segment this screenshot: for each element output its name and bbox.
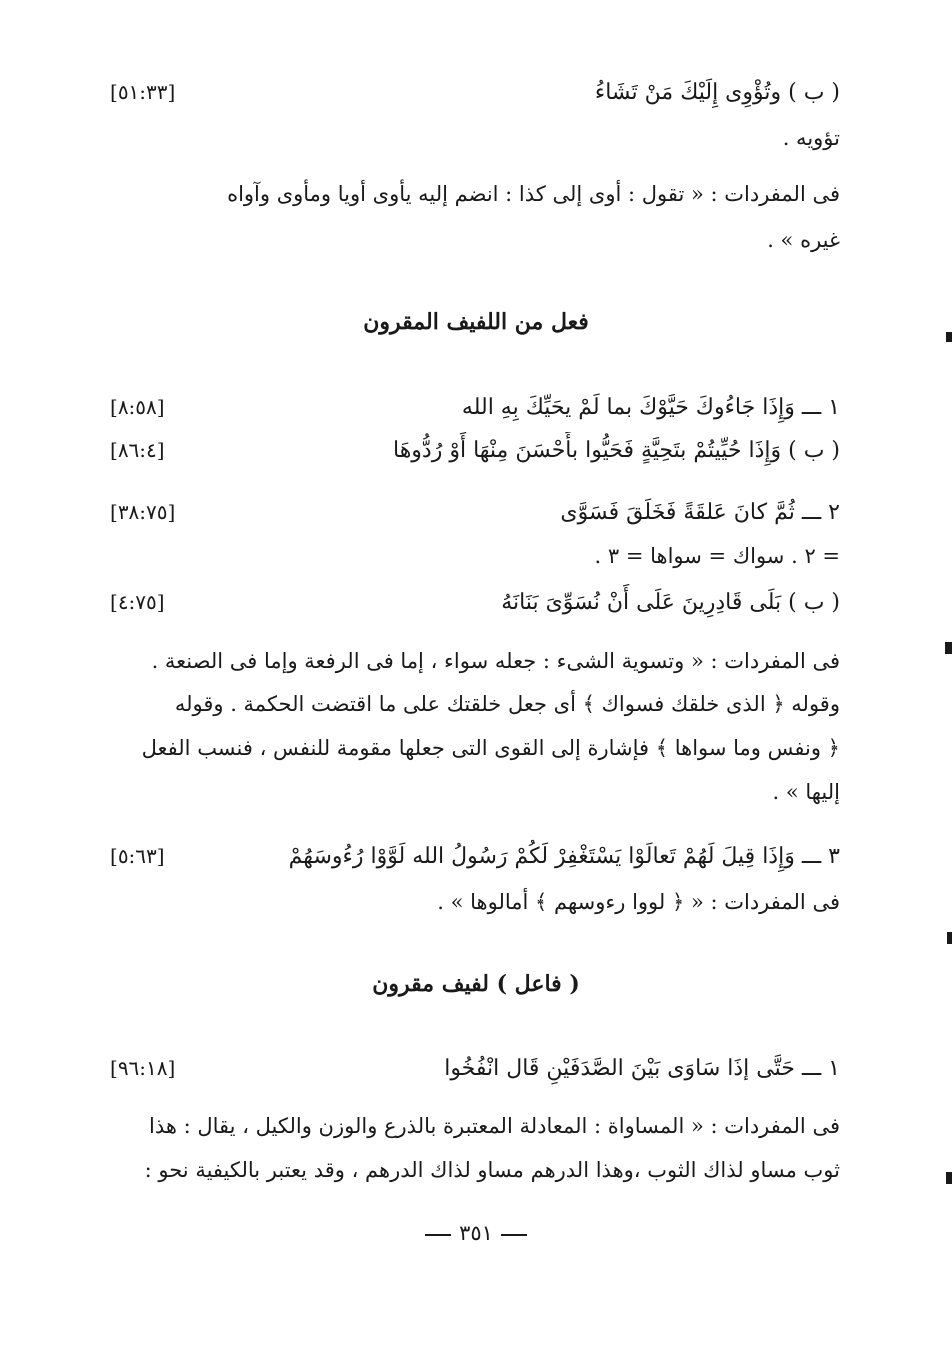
verse-text: ( ب ) بَلَى قَادِرِينَ عَلَى أَنْ نُسَوِّىَ بَنَانَهُ (501, 590, 840, 615)
verse-reference: [٥١:٣٣] (110, 80, 176, 104)
verse-line (110, 74, 840, 111)
paragraph-line: ثوب مساو لذاك الثوب ،وهذا الدرهم مساو لذاك الدرهم ، وقد يعتبر بالكيفية نحو : (144, 1158, 840, 1182)
verse-text: ١ ـــ وَإِذَا جَاءُوكَ حَيَّوْكَ بما لَمْ يحَيِّكَ بِهِ الله (461, 395, 840, 420)
verse-text: ٢ ـــ ثُمَّ كانَ عَلقَةً فَخَلَقَ فَسَوَّى (560, 500, 840, 525)
paragraph-line: فى المفردات : « تقول : أوى إلى كذا : انضم إليه يأوى أويا ومأوى وآواه (227, 182, 840, 206)
paragraph-line: ﴿ ونفس وما سواها ﴾ فإشارة إلى القوى التى جعلها مقومة للنفس ، فنسب الفعل (141, 736, 840, 760)
verse-reference: [٩٦:١٨] (110, 1056, 176, 1080)
page-number (0, 1218, 952, 1248)
scan-edge-mark (947, 932, 952, 944)
verse-line (110, 494, 840, 531)
verse-line (110, 389, 840, 426)
paragraph-line: فى المفردات : « وتسوية الشىء : جعله سواء ، إما فى الرفعة وإما فى الصنعة . (151, 649, 840, 673)
scan-edge-mark (945, 642, 952, 654)
verse-reference: [٤:٧٥] (110, 590, 165, 614)
verse-text: ( ب ) وَإِذَا حُيِّيتُمْ بتَحِيَّةٍ فَحَيُّوا بأَحْسَنَ مِنْهَا أَوْ رُدُّوهَا (393, 438, 840, 463)
paragraph-line: غيره » . (767, 228, 840, 252)
dash-mark (501, 1234, 527, 1236)
scan-edge-mark (946, 1172, 952, 1184)
verse-reference: [٣٨:٧٥] (110, 500, 176, 524)
scan-edge-mark (946, 332, 952, 342)
verse-reference: [٥:٦٣] (110, 844, 165, 868)
verse-line (110, 584, 840, 621)
paragraph-line: وقوله ﴿ الذى خلقك فسواك ﴾ أى جعل خلقتك على ما اقتضت الحكمة . وقوله (174, 692, 840, 716)
text-line: تؤويه . (782, 126, 840, 150)
verse-text: ( ب ) وتُؤْوِى إِلَيْكَ مَنْ تَشَاءُ (594, 80, 840, 105)
verse-reference: [٨:٥٨] (110, 395, 165, 419)
paragraph-line: إليها » . (772, 780, 840, 804)
section-heading: ( فاعل ) لفيف مقرون (372, 971, 580, 997)
section-heading: فعل من اللفيف المقرون (363, 309, 589, 335)
page-number-text: ٣٥١ (459, 1221, 493, 1245)
verse-text: ١ ـــ حَتَّى إذَا سَاوَى بَيْنَ الصَّدَفَيْنِ قَال انْفُخُوا (444, 1056, 840, 1081)
verse-line (110, 432, 840, 469)
text-line: = ٢ . سواك = سواها = ٣ . (594, 544, 840, 568)
verse-line (110, 838, 840, 875)
verse-text: ٣ ـــ وَإِذَا قِيلَ لَهُمْ تَعالَوْا يَسْتَغْفِرْ لَكُمْ رَسُولُ الله لَوَّوْا رُءُوسَهُمْ (288, 844, 840, 869)
dash-mark (425, 1234, 451, 1236)
verse-reference: [٨٦:٤] (110, 438, 165, 462)
verse-line (110, 1050, 840, 1087)
text-line: فى المفردات : « ﴿ لووا رءوسهم ﴾ أمالوها » . (437, 890, 840, 914)
paragraph-line: فى المفردات : « المساواة : المعادلة المعتبرة بالذرع والوزن والكيل ، يقال : هذا (149, 1114, 840, 1138)
